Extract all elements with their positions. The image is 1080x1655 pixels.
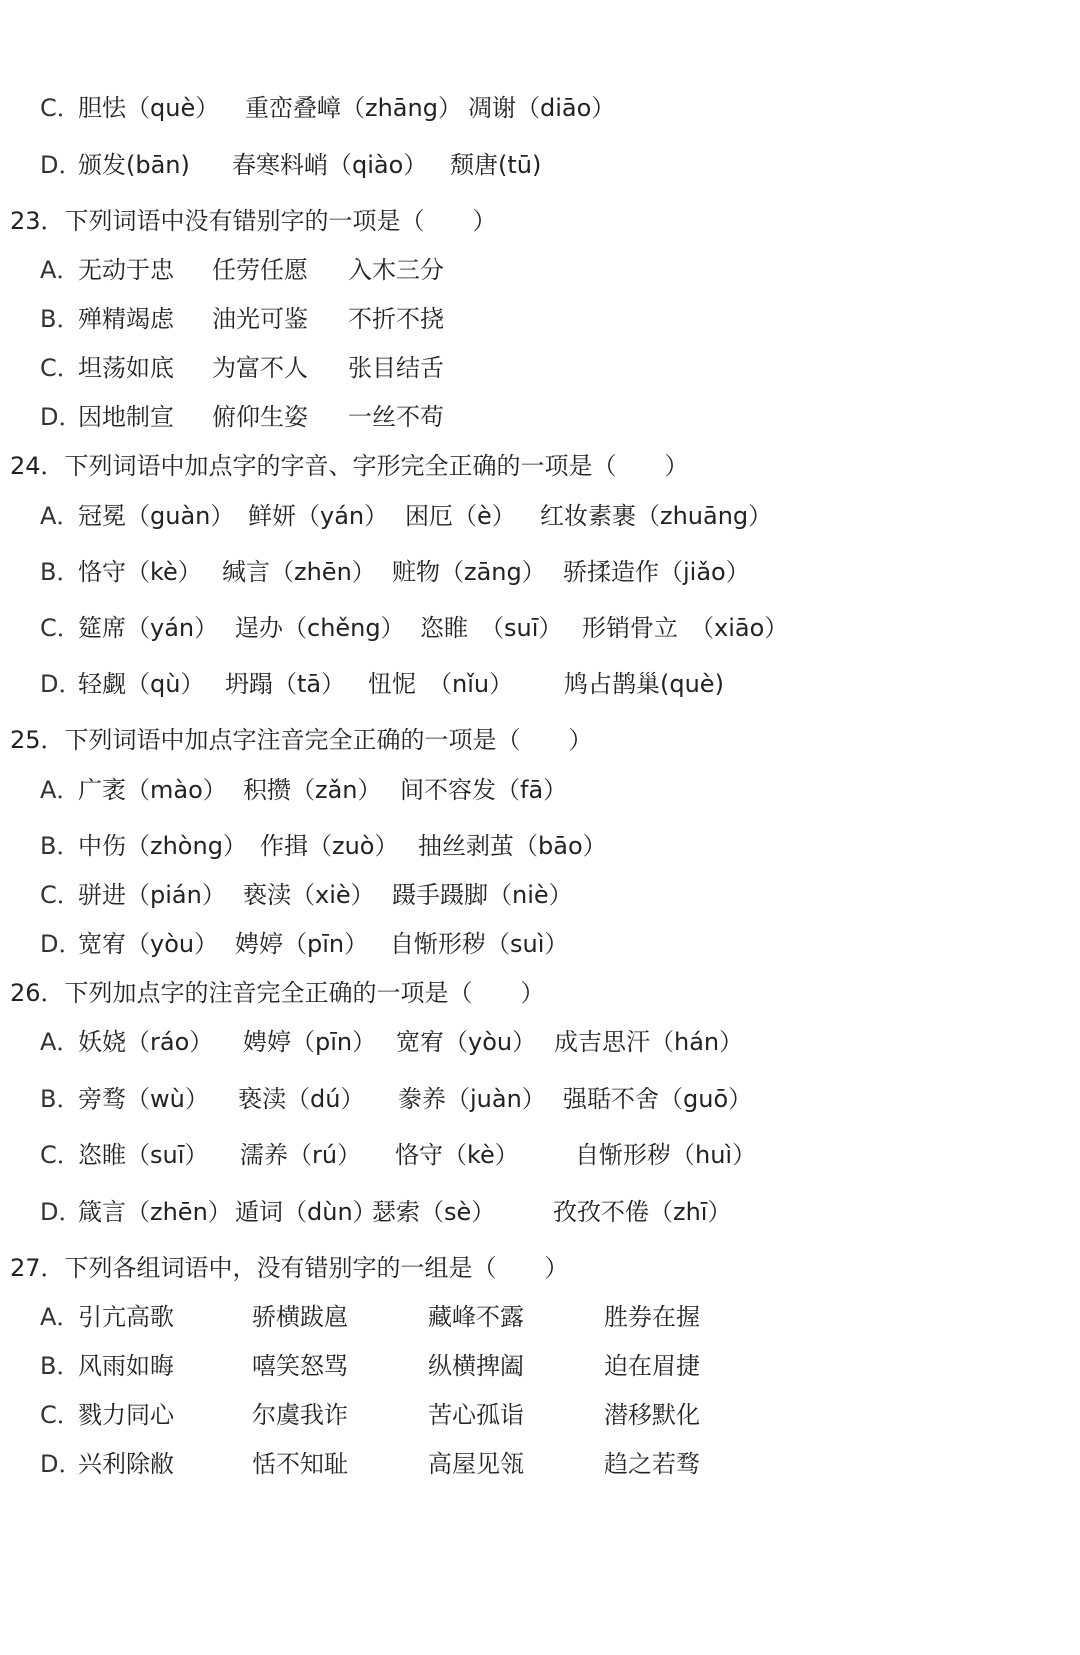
option-item: 缄言（zhēn）	[222, 558, 376, 586]
option-item: 困厄（è）	[405, 502, 516, 530]
option-item: 忸怩 （nǐu）	[368, 670, 514, 698]
option-item: 张目结舌	[348, 354, 444, 382]
option-letter: C．	[40, 1401, 81, 1429]
option-item: 孜孜不倦（zhī）	[553, 1198, 732, 1226]
option-item: 恬不知耻	[252, 1450, 348, 1478]
option-item: 胆怯（què）	[78, 94, 220, 122]
option-item: 抽丝剥茧（bāo）	[418, 832, 607, 860]
option-item: 间不容发（fā）	[400, 776, 568, 804]
option-item: 妖娆（ráo）	[78, 1028, 214, 1056]
option-item: 轻觑（qù）	[78, 670, 205, 698]
option-item: 濡养（rú）	[240, 1141, 362, 1169]
option-letter: C．	[40, 94, 81, 122]
option-item: 鲜妍（yán）	[248, 502, 389, 530]
option-letter: B．	[40, 1085, 81, 1113]
option-item: 积攒（zǎn）	[243, 776, 382, 804]
option-item: 嘻笑怒骂	[252, 1352, 348, 1380]
option-letter: A．	[40, 1303, 81, 1331]
option-item: 为富不人	[212, 354, 308, 382]
option-item: 苦心孤诣	[428, 1401, 524, 1429]
option-item: 兴利除敝	[78, 1450, 174, 1478]
option-item: 恣睢 （suī）	[420, 614, 563, 642]
option-item: 强聒不舍（guō）	[563, 1085, 753, 1113]
option-item: 油光可鉴	[212, 305, 308, 333]
option-letter: B．	[40, 832, 81, 860]
option-item: 因地制宣	[78, 403, 174, 431]
option-item: 坦荡如底	[78, 354, 174, 382]
option-letter: C．	[40, 1141, 81, 1169]
option-item: 迫在眉捷	[604, 1352, 700, 1380]
option-item: 藏峰不露	[428, 1303, 524, 1331]
option-letter: D．	[40, 403, 83, 431]
option-item: 一丝不苟	[348, 403, 444, 431]
question-27-stem: 27．下列各组词语中，没有错别字的一组是（ ）	[10, 1254, 569, 1282]
option-item: 广袤（mào）	[78, 776, 227, 804]
option-item: 风雨如晦	[78, 1352, 174, 1380]
option-item: 引亢高歌	[78, 1303, 174, 1331]
option-letter: C．	[40, 614, 81, 642]
question-26-stem: 26．下列加点字的注音完全正确的一项是（ ）	[10, 979, 545, 1007]
option-item: 任劳任愿	[212, 256, 308, 284]
option-letter: D．	[40, 930, 83, 958]
option-item: 箴言（zhēn）	[78, 1198, 232, 1226]
option-letter: A．	[40, 776, 81, 804]
option-item: 自惭形秽（suì）	[390, 930, 569, 958]
option-item: 恣睢（suī）	[78, 1141, 209, 1169]
option-item: 坍蹋（tā）	[225, 670, 346, 698]
option-item: 骄揉造作（jiǎo）	[563, 558, 750, 586]
option-item: 高屋见瓴	[428, 1450, 524, 1478]
option-item: 颁发(bān)	[78, 151, 190, 179]
option-item: 宽宥（yòu）	[78, 930, 219, 958]
option-item: 入木三分	[348, 256, 444, 284]
option-item: 春寒料峭（qiào）	[232, 151, 428, 179]
option-letter: C．	[40, 881, 81, 909]
option-item: 凋谢（diāo）	[468, 94, 616, 122]
option-item: 赃物（zāng）	[392, 558, 546, 586]
option-item: 瑟索（sè）	[372, 1198, 496, 1226]
option-item: 成吉思汗（hán）	[554, 1028, 744, 1056]
option-letter: C．	[40, 354, 81, 382]
question-23-stem: 23．下列词语中没有错别字的一项是（ ）	[10, 207, 497, 235]
option-letter: D．	[40, 1198, 83, 1226]
option-item: 娉婷（pīn）	[235, 930, 369, 958]
option-item: 豢养（juàn）	[398, 1085, 546, 1113]
option-item: 尔虞我诈	[252, 1401, 348, 1429]
option-item: 形销骨立 （xiāo）	[582, 614, 789, 642]
option-letter: B．	[40, 305, 81, 333]
option-item: 趋之若骛	[604, 1450, 700, 1478]
option-item: 骈进（pián）	[78, 881, 226, 909]
option-item: 恪守（kè）	[78, 558, 202, 586]
option-item: 骄横跋扈	[252, 1303, 348, 1331]
option-item: 戮力同心	[78, 1401, 174, 1429]
option-item: 胜券在握	[604, 1303, 700, 1331]
option-letter: A．	[40, 1028, 81, 1056]
option-item: 红妆素裹（zhuāng）	[540, 502, 773, 530]
question-25-stem: 25．下列词语中加点字注音完全正确的一项是（ ）	[10, 726, 593, 754]
option-item: 作揖（zuò）	[260, 832, 399, 860]
option-item: 俯仰生姿	[212, 403, 308, 431]
option-item: 蹑手蹑脚（niè）	[392, 881, 573, 909]
option-item: 遁词（dùn）	[235, 1198, 377, 1226]
option-letter: B．	[40, 1352, 81, 1380]
option-item: 殚精竭虑	[78, 305, 174, 333]
option-letter: D．	[40, 151, 83, 179]
option-item: 旁骛（wù）	[78, 1085, 209, 1113]
option-item: 亵渎（xiè）	[243, 881, 375, 909]
option-letter: B．	[40, 558, 81, 586]
option-item: 筵席（yán）	[78, 614, 219, 642]
option-item: 逞办（chěng）	[235, 614, 405, 642]
option-item: 中伤（zhòng）	[78, 832, 247, 860]
option-item: 重峦叠嶂（zhāng）	[245, 94, 462, 122]
option-letter: D．	[40, 670, 83, 698]
option-item: 亵渎（dú）	[238, 1085, 365, 1113]
option-item: 娉婷（pīn）	[243, 1028, 377, 1056]
option-item: 颓唐(tū)	[450, 151, 542, 179]
option-item: 自惭形秽（huì）	[575, 1141, 757, 1169]
option-letter: A．	[40, 256, 81, 284]
option-letter: D．	[40, 1450, 83, 1478]
option-item: 潜移默化	[604, 1401, 700, 1429]
option-item: 鸠占鹊巢(què)	[564, 670, 724, 698]
option-item: 不折不挠	[348, 305, 444, 333]
option-item: 恪守（kè）	[395, 1141, 519, 1169]
question-24-stem: 24．下列词语中加点字的字音、字形完全正确的一项是（ ）	[10, 452, 689, 480]
option-item: 无动于忠	[78, 256, 174, 284]
option-item: 冠冕（guàn）	[78, 502, 235, 530]
option-item: 宽宥（yòu）	[396, 1028, 537, 1056]
option-letter: A．	[40, 502, 81, 530]
option-item: 纵横捭阖	[428, 1352, 524, 1380]
